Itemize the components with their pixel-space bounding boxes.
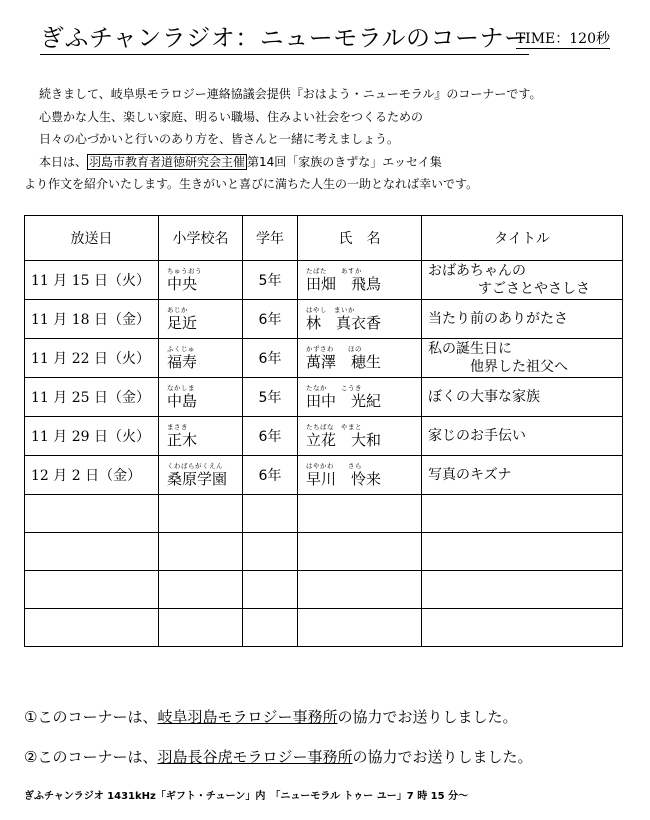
student-name: 田中 光紀 [306, 392, 382, 410]
school-ruby: まさき [167, 423, 188, 431]
empty-cell [159, 609, 243, 647]
empty-row [25, 495, 623, 533]
header-title: タイトル [422, 216, 623, 261]
note-1 [24, 706, 517, 727]
empty-cell [25, 533, 159, 571]
empty-cell [422, 571, 623, 609]
row-student [298, 261, 422, 300]
row-school [159, 300, 243, 339]
intro-line-2: 心豊かな人生、楽しい家庭、明るい職場、住みよい社会をつくるための [39, 109, 424, 124]
row-title [422, 339, 623, 378]
note-2-pre: ②このコーナーは、 [24, 748, 158, 766]
row-student [298, 456, 422, 495]
empty-row [25, 571, 623, 609]
school-name: 中島 [167, 392, 198, 410]
header-school: 小学校名 [159, 216, 243, 261]
header [40, 18, 610, 52]
table-row [25, 300, 623, 339]
note-2-office: 羽島長谷虎モラロジー事務所 [157, 748, 353, 766]
broadcast-schedule-table [24, 215, 623, 647]
table-row [25, 261, 623, 300]
school-name: 正木 [167, 431, 198, 449]
row-school [159, 456, 243, 495]
intro-line-4 [24, 151, 634, 174]
student-name: 田畑 飛鳥 [306, 275, 382, 293]
school-ruby: なかしま [167, 384, 195, 392]
row-student [298, 417, 422, 456]
empty-cell [25, 495, 159, 533]
row-grade: 6年 [243, 339, 298, 378]
school-ruby: ふくじゅ [167, 345, 195, 353]
title-line-1: ぼくの大事な家族 [428, 389, 540, 405]
empty-cell [422, 533, 623, 571]
row-date: 12 月 2 日（金） [25, 456, 159, 495]
row-grade: 6年 [243, 300, 298, 339]
row-date: 11 月 25 日（金） [25, 378, 159, 417]
student-ruby: かずさわ ほの [306, 345, 362, 353]
row-title [422, 456, 623, 495]
row-title [422, 300, 623, 339]
school-name: 桑原学園 [167, 470, 228, 488]
table-row [25, 378, 623, 417]
row-school [159, 339, 243, 378]
row-school [159, 378, 243, 417]
empty-cell [298, 495, 422, 533]
row-grade: 6年 [243, 417, 298, 456]
empty-row [25, 533, 623, 571]
title-line-1: 私の誕生日に [428, 341, 512, 357]
row-title [422, 261, 623, 300]
intro-line-4-post: 第14回「家族のきずな」エッセイ集 [247, 154, 442, 169]
table-header-row [25, 216, 623, 261]
empty-cell [422, 609, 623, 647]
empty-cell [243, 571, 298, 609]
empty-cell [25, 609, 159, 647]
intro-line-1: 続きまして、岐阜県モラロジー連絡協議会提供『おはよう・ニューモラル』のコーナーです。 [39, 87, 542, 101]
note-2 [24, 746, 532, 767]
school-ruby: あじか [167, 306, 188, 314]
row-grade: 6年 [243, 456, 298, 495]
intro-line-3: 日々の心づかいと行いのあり方を、皆さんと一緒に考えましょう。 [39, 132, 400, 146]
row-grade: 5年 [243, 378, 298, 417]
school-name: 足近 [167, 314, 198, 332]
school-name: 中央 [167, 275, 198, 293]
row-school [159, 417, 243, 456]
title-line-2: すごさとやさしさ [478, 281, 590, 297]
page-title: ぎふチャンラジオ：ニューモラルのコーナー [40, 18, 529, 55]
header-name: 氏 名 [298, 216, 422, 261]
table-row [25, 456, 623, 495]
title-line-1: 当たり前のありがたさ [428, 311, 568, 327]
time-label: TIME：120秒 [516, 28, 610, 49]
empty-row [25, 609, 623, 647]
title-line-1: おばあちゃんの [428, 263, 526, 279]
student-name: 立花 大和 [306, 431, 382, 449]
empty-cell [422, 495, 623, 533]
header-grade: 学年 [243, 216, 298, 261]
row-student [298, 378, 422, 417]
student-name: 早川 怜来 [306, 470, 382, 488]
row-date: 11 月 22 日（火） [25, 339, 159, 378]
empty-cell [159, 533, 243, 571]
student-ruby: たちばな やまと [306, 423, 362, 431]
organizer-box: 羽島市教育者道徳研究会主催 [89, 154, 246, 169]
footer-broadcast-info: ぎふチャンラジオ 1431kHz「ギフト・チューン」内 「ニューモラル トゥー ユー」7 時 15 分～ [24, 791, 469, 802]
row-date: 11 月 29 日（火） [25, 417, 159, 456]
student-ruby: たばた あすか [306, 267, 362, 275]
title-line-1: 写真のキズナ [428, 467, 512, 483]
school-ruby: ちゅうおう [167, 267, 202, 275]
empty-cell [243, 495, 298, 533]
note-1-post: の協力でお送りしました。 [337, 708, 518, 726]
student-name: 林 真衣香 [306, 314, 382, 332]
table-row [25, 417, 623, 456]
header-date: 放送日 [25, 216, 159, 261]
school-name: 福寿 [167, 353, 198, 371]
row-school [159, 261, 243, 300]
empty-cell [298, 533, 422, 571]
row-date: 11 月 18 日（金） [25, 300, 159, 339]
row-title [422, 417, 623, 456]
title-line-2: 他界した祖父へ [470, 359, 568, 375]
empty-cell [159, 571, 243, 609]
empty-cell [298, 609, 422, 647]
empty-cell [243, 609, 298, 647]
title-line-1: 家じのお手伝い [428, 428, 526, 444]
empty-cell [25, 571, 159, 609]
school-ruby: くわばらがくえん [167, 462, 223, 470]
row-date: 11 月 15 日（火） [25, 261, 159, 300]
row-title [422, 378, 623, 417]
student-name: 萬澤 穂生 [306, 353, 382, 371]
row-student [298, 300, 422, 339]
intro-line-4-pre: 本日は、 [39, 154, 88, 169]
empty-cell [159, 495, 243, 533]
empty-cell [298, 571, 422, 609]
note-1-pre: ①このコーナーは、 [24, 708, 158, 726]
student-ruby: はやし まいか [306, 306, 355, 314]
note-2-post: の協力でお送りしました。 [352, 748, 533, 766]
student-ruby: はやかわ さら [306, 462, 362, 470]
table-row [25, 339, 623, 378]
row-student [298, 339, 422, 378]
intro-line-5: より作文を紹介いたします。生きがいと喜びに満ちた人生の一助となれば幸いです。 [24, 177, 479, 191]
intro-text [24, 83, 634, 196]
note-1-office: 岐阜羽島モラロジー事務所 [157, 708, 338, 726]
empty-cell [243, 533, 298, 571]
student-ruby: たなか こうき [306, 384, 362, 392]
row-grade: 5年 [243, 261, 298, 300]
